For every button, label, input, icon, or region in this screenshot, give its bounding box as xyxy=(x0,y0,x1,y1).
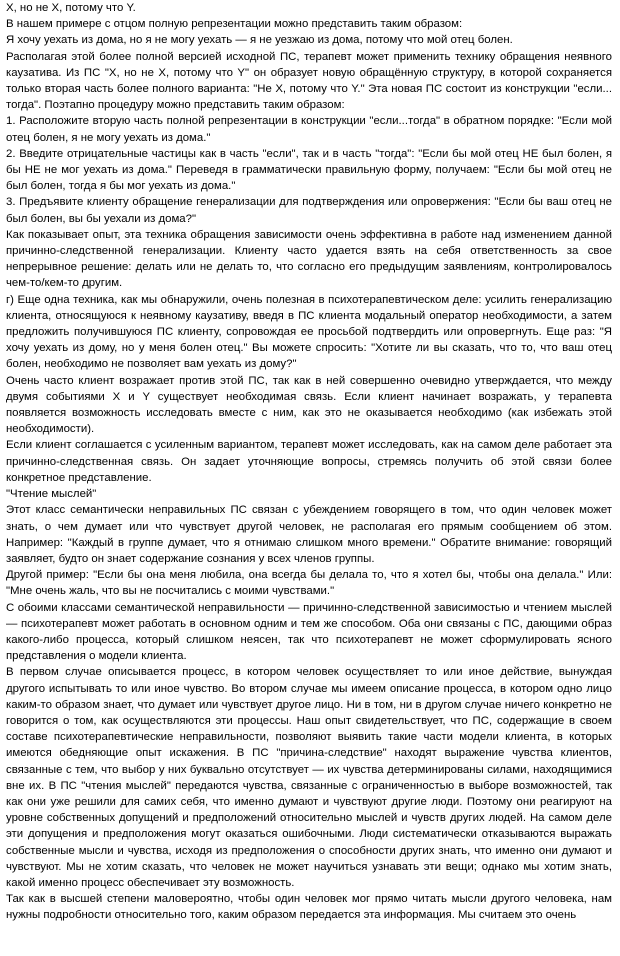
paragraph: Если клиент соглашается с усиленным вариантом, терапевт может исследовать, как на самом деле работает эта причинно-следственная связь. Он задает уточняющие вопросы, стремясь получить об этой связи более конкретное представление. xyxy=(6,439,612,484)
paragraph: Очень часто клиент возражает против этой ПС, так как в ней совершенно очевидно утверждается, что между двумя событиями X и Y существует необходимая связь. Если клиент начинает возражать, у терапевта появляется возможность исследовать вместе с ним, как это не оказывается необходимо (как избежать этой необходимости). xyxy=(6,374,612,436)
paragraph: В нашем примере с отцом полную репрезентации можно представить таким образом: xyxy=(6,18,463,31)
numbered-step-2: 2. Введите отрицательные частицы как в часть "если", так и в часть "тогда": "Если бы мой отец НЕ был болен, я бы НЕ не мог уехать из дома." Переведя в грамматически правильную форму, получаем: "Если бы мой отец не был болен, тогда я бы мог уехать из дома." xyxy=(6,147,612,193)
paragraph: Другой пример: "Если бы она меня любила, она всегда бы делала то, что я хотел бы, чтобы она делала." Или: "Мне очень жаль, что вы не посчитались с моими чувствами." xyxy=(6,569,612,598)
paragraph: В первом случае описывается процесс, в котором человек осуществляет то или иное действие, вынуждая другого испытывать то или иное чувство. Во втором случае мы имеем описание процесса, в котором одно лицо каким-то образом знает, что думает или чувствует другое лицо. Ни в том, ни в другом случае ничего конкретно не говорится о том, как осуществляются эти процессы. Наш опыт свидетельствует, что ПС, содержащие в своем составе психотерапевтические неправильности, позволяют выявить такие части модели клиента, в которых имеются обедняющие опыт искажения. В ПС "причина-следствие" находят выражение чувства клиентов, связанные с тем, что выбор у них буквально отсутствует — их чувства детерминированы силами, находящимися вне их. В ПС "чтения мыслей" передаются чувства, связанные с ограниченностью в выборе возможностей, так как они уже решили для самих себя, что именно думают и чувствуют другие люди. Поэтому они реагируют на уровне собственных допущений и предположений относительно мыслей и чувств других людей. На самом деле эти допущения и предположения могут оказаться ошибочными. Люди систематически отказываются выражать собственные мысли и чувства, исходя из предположения о способности других знать, что именно они думают и чувствуют. Мы не хотим сказать, что человек не может научиться узнавать эти вещи; однако мы хотим знать, какой именно процесс обеспечивает эту возможность. xyxy=(6,666,612,889)
paragraph: г) Еще одна техника, как мы обнаружили, очень полезная в психотерапевтическом деле: усилить генерализацию клиента, относящуюся к неявному каузативу, введя в ПС клиента модальный оператор необходимости, а затем предложить получившуюся ПС клиенту, сопровождая ее просьбой подтвердить или опровергнуть. Еще раз: "Я хочу уехать из дому, но у меня болен отец." Вы можете спросить: "Хотите ли вы сказать, что то, что ваш отец болен, необходимо не позволяет вам уехать из дому?" xyxy=(6,293,612,371)
paragraph: Как показывает опыт, эта техника обращения зависимости очень эффективна в работе над изменением данной причинно-следственной генерализации. Клиенту часто удается взять на себя ответственность за свое непрерывное решение: делать или не делать то, что согласно его предыдущим заявлениям, контролировалось чем-то/кем-то другим. xyxy=(6,228,612,290)
numbered-step-3: 3. Предъявите клиенту обращение генерализации для подтверждения или опровержения: "Если бы ваш отец не был болен, вы бы уехали из дома?" xyxy=(6,196,612,225)
paragraph: X, но не X, потому что Y. xyxy=(6,2,136,14)
paragraph: Так как в высшей степени маловероятно, чтобы один человек мог прямо читать мысли другого человека, нам нужны подробности относительно того, каким образом передается эта информация. Мы считаем это очень xyxy=(6,893,612,922)
paragraph: Этот класс семантически неправильных ПС связан с убеждением говорящего в том, что один человек может знать, о чем думает или что чувствует другой человек, не располагая его прямым сообщением об этом. Например: "Каждый в группе думает, что я отнимаю слишком много времени." Обратите внимание: говорящий заявляет, будто он знает содержание сознания у всех членов группы. xyxy=(6,504,612,565)
paragraph: Я хочу уехать из дома, но я не могу уехать — я не уезжаю из дома, потому что мой отец болен. xyxy=(6,34,513,47)
section-heading: "Чтение мыслей" xyxy=(6,488,97,501)
paragraph: Располагая этой более полной версией исходной ПС, терапевт может применить технику обращения неявного каузатива. Из ПС "X, но не X, потому что Y" он образует новую обращённую структуру, в которой сохраняется только вторая часть более полного варианта: "Не X, потому что Y." Эта новая ПС состоит из конструкции "если... тогда". Поэтапно процедуру можно представить таким образом: xyxy=(6,50,612,112)
paragraph: С обоими классами семантической неправильности — причинно-следственной зависимостью и чтением мыслей — психотерапевт может работать в основном одним и тем же способом. Оба они связаны с ПС, дающими образ какого-либо процесса, который слишком неясен, так что психотерапевт не может сформулировать ясного представления о модели клиента. xyxy=(6,601,612,663)
numbered-step-1: 1. Расположите вторую часть полной репрезентации в конструкции "если...тогда" в обратном порядке: "Если мой отец болен, я не могу уехать из дома." xyxy=(6,115,612,144)
